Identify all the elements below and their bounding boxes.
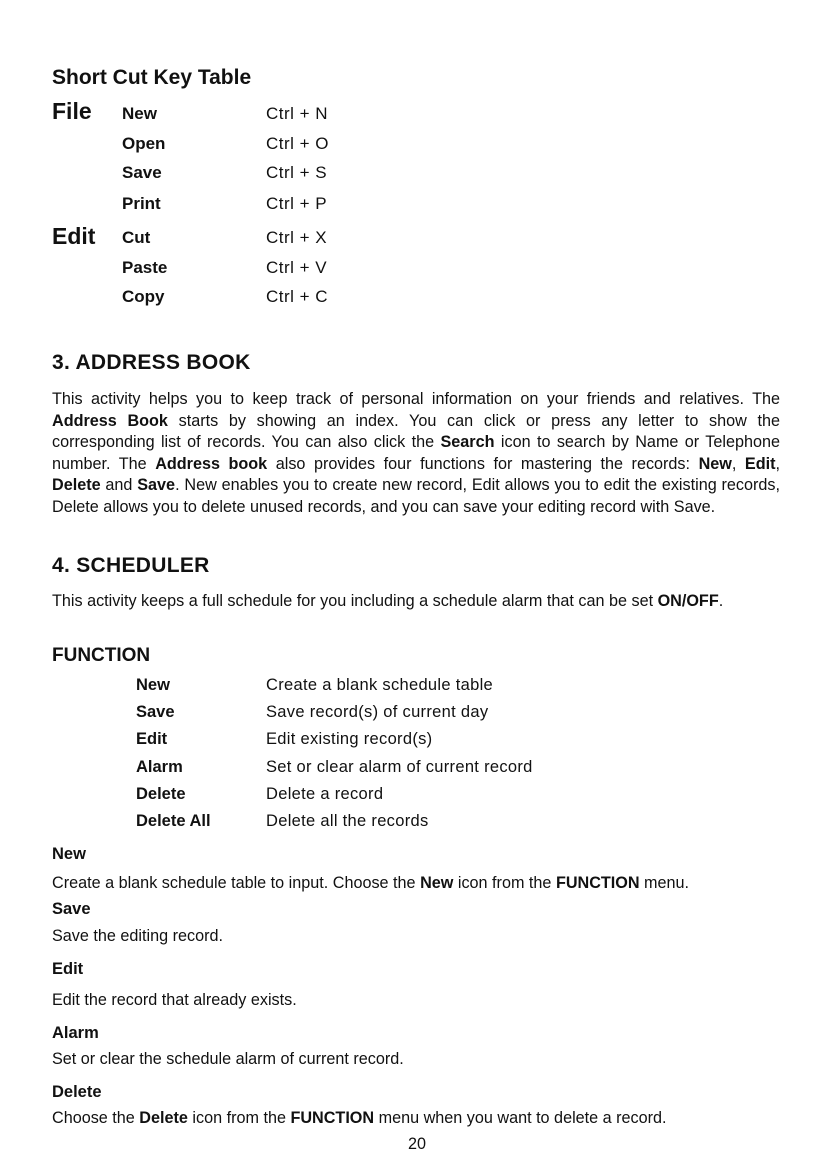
shortcut-cmd: New	[122, 104, 157, 123]
function-desc: Set or clear alarm of current record	[266, 758, 533, 776]
shortcut-cmd: Save	[122, 163, 162, 182]
function-name: Edit	[136, 730, 168, 748]
function-desc: Edit existing record(s)	[266, 730, 433, 748]
detail-save-text: Save the editing record.	[52, 927, 223, 945]
detail-new-title: New	[52, 845, 86, 863]
shortcut-keys: Ctrl + V	[266, 258, 328, 277]
function-name: Delete All	[136, 812, 211, 830]
function-name: New	[136, 676, 170, 694]
shortcut-keys: Ctrl + P	[266, 194, 328, 213]
address-book-paragraph: This activity helps you to keep track of personal information on your friends and relatives. The Address Book starts by showing an index. You can click or press any letter to show the corresponding list of records. You can also click the Search icon to search by Name or Telephone number. The Address book also provides four functions for mastering the records: New, Edit, Delete and Save. New enables you to create new record, Edit allows you to edit the existing records, Delete allows you to delete unused records, and you can save your editing record with Save.	[52, 390, 780, 516]
function-name: Alarm	[136, 758, 183, 776]
shortcut-keys: Ctrl + X	[266, 228, 328, 247]
shortcut-title: Short Cut Key Table	[52, 66, 252, 89]
scheduler-heading: 4. SCHEDULER	[52, 554, 210, 577]
shortcut-keys: Ctrl + C	[266, 287, 329, 306]
detail-edit-title: Edit	[52, 960, 84, 978]
detail-delete-text: Choose the Delete icon from the FUNCTION menu when you want to delete a record.	[52, 1109, 667, 1127]
detail-delete-title: Delete	[52, 1083, 102, 1101]
detail-save-title: Save	[52, 900, 91, 918]
shortcut-cmd: Open	[122, 134, 166, 153]
detail-alarm-text: Set or clear the schedule alarm of current record.	[52, 1050, 404, 1068]
function-desc: Save record(s) of current day	[266, 703, 489, 721]
address-book-heading: 3. ADDRESS BOOK	[52, 351, 251, 374]
shortcut-cmd: Cut	[122, 228, 151, 247]
function-name: Save	[136, 703, 175, 721]
shortcut-keys: Ctrl + S	[266, 163, 328, 182]
detail-edit-text: Edit the record that already exists.	[52, 991, 297, 1009]
function-name: Delete	[136, 785, 186, 803]
group-file: File	[52, 98, 92, 124]
page-number: 20	[408, 1135, 427, 1153]
shortcut-cmd: Print	[122, 194, 161, 213]
shortcut-keys: Ctrl + N	[266, 104, 329, 123]
function-desc: Delete all the records	[266, 812, 429, 830]
function-desc: Create a blank schedule table	[266, 676, 494, 694]
function-heading: FUNCTION	[52, 645, 151, 666]
function-desc: Delete a record	[266, 785, 384, 803]
shortcut-cmd: Copy	[122, 287, 165, 306]
scheduler-intro: This activity keeps a full schedule for you including a schedule alarm that can be set ON/OFF.	[52, 592, 724, 610]
detail-new-text: Create a blank schedule table to input. Choose the New icon from the FUNCTION menu.	[52, 874, 690, 892]
shortcut-keys: Ctrl + O	[266, 134, 330, 153]
shortcut-cmd: Paste	[122, 258, 168, 277]
group-edit: Edit	[52, 223, 96, 249]
detail-alarm-title: Alarm	[52, 1024, 99, 1042]
